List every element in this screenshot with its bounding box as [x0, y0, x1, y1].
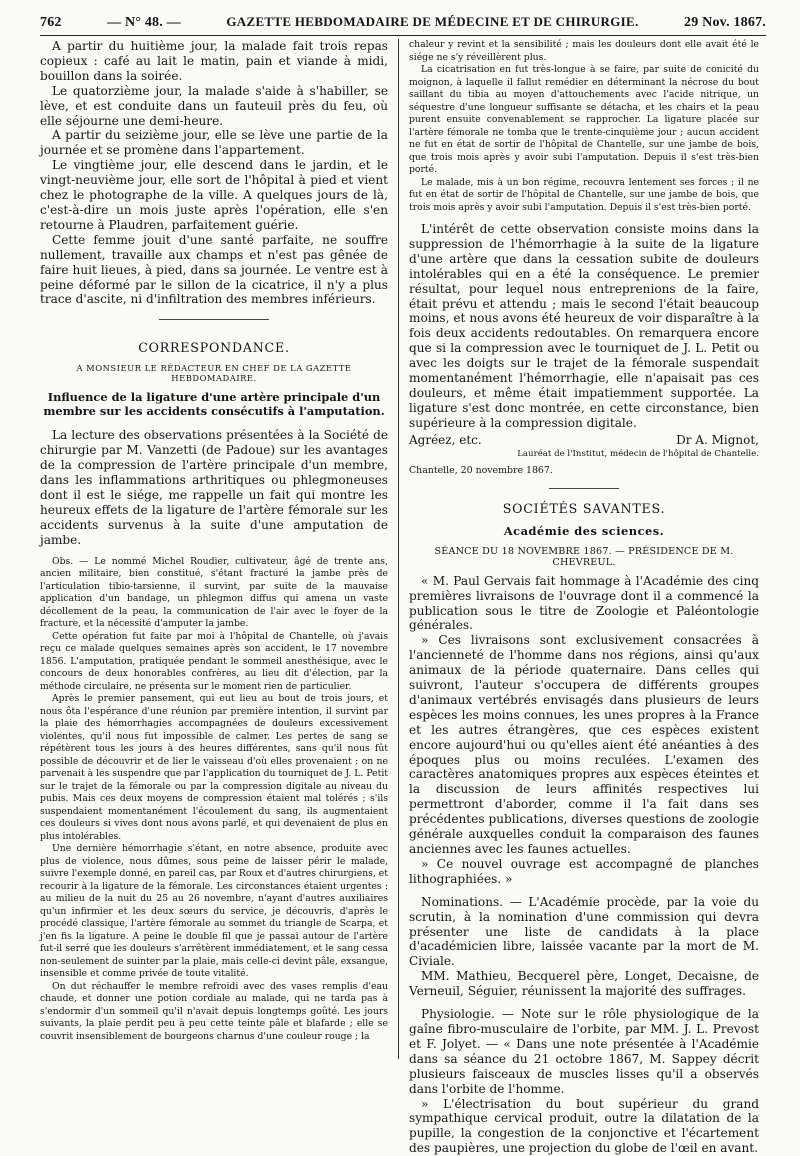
- physiologie-paragraph: Physiologie. — Note sur le rôle physiologique de la gaîne fibro-musculaire de l'orbite, par MM. J. L. Prevost et F. Jolyet. — « Dans une note présentée à l'Académie dans sa séance du 21 octobre 1867, M. Sappey décrit plusieurs faisceaux de muscles lisses qu'il a observés dans l'orbite de l'homme.: [409, 1007, 759, 1096]
- nominations-paragraph: Nominations. — L'Académie procède, par la voie du scrutin, à la nomination d'une commission qui devra présenter une liste de candidats à la place d'académicien libre, laissée vacante par la mort de M. Civiale.: [409, 895, 759, 970]
- observation-paragraph: On dut réchauffer le membre refroidi avec des vases remplis d'eau chaude, et donner une potion cordiale au malade, qui ne tarda pas à s'endormir d'un sommeil qu'il n'avait depuis longtemps goûté. Les jours suivants, la plaie perdit peu à peu cette teinte pâle et blafarde ; elle se couvrit insensiblement de bourgeons charnus d'une couleur rouge ; la: [40, 981, 388, 1044]
- signature: Dr A. Mignot,: [676, 433, 759, 447]
- observation-paragraph: Obs. — Le nommé Michel Roudier, cultivateur, âgé de trente ans, ancien militaire, bien constitué, s'étant fracturé la jambe près de l'articulation tibio-tarsienne, il survint, par suite de la mauvaise application d'un bandage, un phlegmon diffus qui amena un vaste décollement de la peau, la communication de l'air avec le foyer de la fracture, et la nécessité d'amputer la jambe.: [40, 556, 388, 631]
- page-number: 762: [40, 15, 62, 31]
- physiologie-paragraph: » L'électrisation du bout supérieur du grand sympathique cervical produit, outre la dilatation de la pupille, la congestion de la conjonctive et l'écartement des paupières, une projection du globe de l'œil en avant.: [409, 1097, 759, 1156]
- academie-paragraph: » Ces livraisons sont exclusivement consacrées à l'ancienneté de l'homme dans nos régions, ainsi qu'aux animaux de la période quaternaire. Dans celles qui suivront, l'auteur s'occupera de différents groupes d'animaux vertébrés envisagés dans plusieurs de leurs espèces les moins connues, les unes propres à la France et les autres étrangères, que ces espèces existent encore aujourd'hui ou qu'elles aient été anéanties à des époques plus ou moins reculées. L'examen des caractères anatomiques propres aux espèces éteintes et la discussion de leurs affinités respectives lui permettront d'aborder, comme il l'a fait dans ses précédentes publications, diverses questions de zoologie générale auxquelles conduit la comparaison des faunes anciennes avec les faunes actuelles.: [409, 633, 759, 857]
- section-divider: [159, 319, 269, 320]
- right-column: [399, 39, 759, 1059]
- page-header: [40, 14, 766, 36]
- body-paragraph: A partir du seizième jour, elle se lève une partie de la journée et se promène dans l'appartement.: [40, 128, 388, 158]
- journal-title: GAZETTE HEBDOMADAIRE DE MÉDECINE ET DE CHIRURGIE.: [226, 14, 638, 30]
- issue-number: — N° 48. —: [107, 15, 181, 31]
- body-paragraph: Le vingtième jour, elle descend dans le jardin, et le vingt-neuvième jour, elle sort de l'hôpital à pied et vient chez le photographe de la ville. A quelques jours de là, c'est-à-dire un mois juste après l'opération, elle s'en retourne à Plaudren, parfaitement guérie.: [40, 158, 388, 233]
- spacer: [409, 999, 759, 1007]
- issue-date: 29 Nov. 1867.: [684, 15, 766, 31]
- section-title-correspondance: CORRESPONDANCE.: [40, 340, 388, 355]
- section-title-societes: SOCIÉTÉS SAVANTES.: [409, 501, 759, 516]
- two-column-body: [40, 39, 766, 1059]
- closing-salutation: Agréez, etc.: [409, 433, 482, 447]
- academie-paragraph: « M. Paul Gervais fait hommage à l'Académie des cinq premières livraisons de l'ouvrage dont il a commencé la publication sous le titre de Zoologie et Paléontologie générales.: [409, 574, 759, 634]
- body-paragraph: A partir du huitième jour, la malade fait trois repas copieux : café au lait le matin, pain et viande à midi, bouillon dans la soirée.: [40, 39, 388, 84]
- seance-line: SÉANCE DU 18 NOVEMBRE 1867. — PRÉSIDENCE DE M. CHEVREUL.: [409, 546, 759, 568]
- nominations-list: MM. Mathieu, Becquerel père, Longet, Decaisne, de Verneuil, Séguier, réunissent la majorité des suffrages.: [409, 969, 759, 999]
- body-paragraph: Cette femme jouit d'une santé parfaite, ne souffre nullement, travaille aux champs et n'est pas gênée de faire huit lieues, à pied, dans sa journée. Le ventre est à peine déformé par le sillon de la cicatrice, il n'y a plus trace d'ascite, ni d'infiltration des membres inférieurs.: [40, 233, 388, 308]
- academie-title: Académie des sciences.: [409, 524, 759, 538]
- correspondance-recipient: A MONSIEUR LE RÉDACTEUR EN CHEF DE LA GAZETTE HEBDOMADAIRE.: [40, 363, 388, 383]
- article-title: Influence de la ligature d'une artère principale d'un membre sur les accidents consécutifs à l'amputation.: [40, 391, 388, 418]
- observation-paragraph: Après le premier pansement, qui eut lieu au bout de trois jours, et nous ôta l'espérance d'une réunion par première intention, il survint par la plaie des hémorrhagies accompagnées de douleurs excessivement violentes, qu'il nous fut impossible de calmer. Les pertes de sang se répétèrent tous les jours à des heures différentes, sans qu'il nous fût possible de découvrir et de lier le vaisseau d'où elles provenaient : on ne parvenait à les suspendre que par l'application du tourniquet de J. L. Petit sur le trajet de la fémorale ou par la compression digitale au niveau du pubis. Mais ces deux moyens de compression étaient mal tolérés ; s'ils suspendaient momentanément l'écoulement du sang, ils augmentaient ces douleurs si vives dont nous avons parlé, et qui devenaient de plus en plus intolérables.: [40, 693, 388, 843]
- observation-paragraph: Le malade, mis à un bon régime, recouvra lentement ses forces ; il ne fut en état de sortir de l'hôpital de Chantelle, sur une jambe de bois, que trois mois après y avoir subi l'amputation. Depuis il s'est très-bien porté.: [409, 177, 759, 215]
- observation-paragraph: La cicatrisation en fut très-longue à se faire, par suite de conicité du moignon, à laquelle il fallut remédier en déterminant la nécrose du bout saillant du tibia au moyen d'attouchements avec l'acide nitrique, un séquestre d'une longueur suffisante se détacha, et les chairs et la peau purent ensuite convenablement se rapprocher. La ligature placée sur l'artère fémorale ne tomba que le trente-cinquième jour ; aucun accident ne fut en état de sortir de l'hôpital de Chantelle, sur une jambe de bois, que trois mois après y avoir subi l'amputation. Depuis il s'est très-bien porté.: [409, 64, 759, 177]
- signature-credentials: Lauréat de l'Institut, médecin de l'hôpital de Chantelle.: [409, 449, 759, 459]
- academie-paragraph: » Ce nouvel ouvrage est accompagné de planches lithographiées. »: [409, 857, 759, 887]
- spacer: [409, 214, 759, 222]
- article-intro: La lecture des observations présentées à la Société de chirurgie par M. Vanzetti (de Padoue) sur les avantages de la compression de l'artère principale d'un membre, dans les inflammations arthritiques ou phlegmoneuses dont il est le siége, me rappelle un fait qui montre les heureux effets de la ligature de l'artère fémorale sur les accidents survenus à la suite d'une amputation de jambe.: [40, 428, 388, 547]
- observation-paragraph: Cette opération fut faite par moi à l'hôpital de Chantelle, où j'avais reçu ce malade quelques semaines après son accident, le 17 novembre 1856. L'amputation, pratiquée pendant le sommeil anesthésique, avec le concours de deux honorables confrères, au lieu dit d'élection, par la méthode circulaire, ne présenta sur le moment rien de particulier.: [40, 631, 388, 694]
- spacer: [409, 887, 759, 895]
- body-paragraph: Le quatorzième jour, la malade s'aide à s'habiller, se lève, et est conduite dans un fauteuil près du feu, où elle séjourne une demi-heure.: [40, 84, 388, 129]
- interest-paragraph: L'intérêt de cette observation consiste moins dans la suppression de l'hémorrhagie à la suite de la ligature d'une artère que dans la cessation subite de douleurs intolérables qui en a été la conséquence. Le premier résultat, pour lequel nous entreprenions de la faire, était prévu et attendu ; mais le second l'était beaucoup moins, et nous avons été heureux de voir disparaître à la fois deux accidents redoutables. On remarquera encore que si la compression avec le tourniquet de J. L. Petit ou avec les doigts sur le trajet de la fémorale suspendait momentanément l'hémorrhagie, elle n'apaisait pas ces douleurs, et même était impatiemment supportée. La ligature s'est donc montrée, en cette circonstance, bien supérieure à la compression digitale.: [409, 222, 759, 431]
- spacer: [40, 548, 388, 556]
- section-divider: [549, 488, 619, 489]
- left-column: [40, 39, 398, 1059]
- signature-line: [409, 433, 759, 447]
- observation-paragraph: chaleur y revint et la sensibilité ; mais les douleurs dont elle avait été le siége ne s'y réveillèrent plus.: [409, 39, 759, 64]
- place-date: Chantelle, 20 novembre 1867.: [409, 465, 759, 476]
- observation-paragraph: Une dernière hémorrhagie s'étant, en notre absence, produite avec plus de violence, nous dûmes, sous peine de laisser périr le malade, suivre l'exemple donné, en pareil cas, par Roux et d'autres chirurgiens, et recourir à la ligature de la fémorale. Les circonstances étaient urgentes : au milieu de la nuit du 25 au 26 novembre, n'ayant d'autres auxiliaires qu'un infirmier et les deux sœurs du service, je découvris, d'après le procédé classique, l'artère fémorale au sommet du triangle de Scarpa, et j'en fis la ligature. A peine le double fil que je passai autour de l'artère fut-il serré que les douleurs s'arrêtèrent immédiatement, et le sang cessa non-seulement de suinter par la plaie, mais celle-ci devint pâle, exsangue, insensible et comme privée de toute vitalité.: [40, 843, 388, 981]
